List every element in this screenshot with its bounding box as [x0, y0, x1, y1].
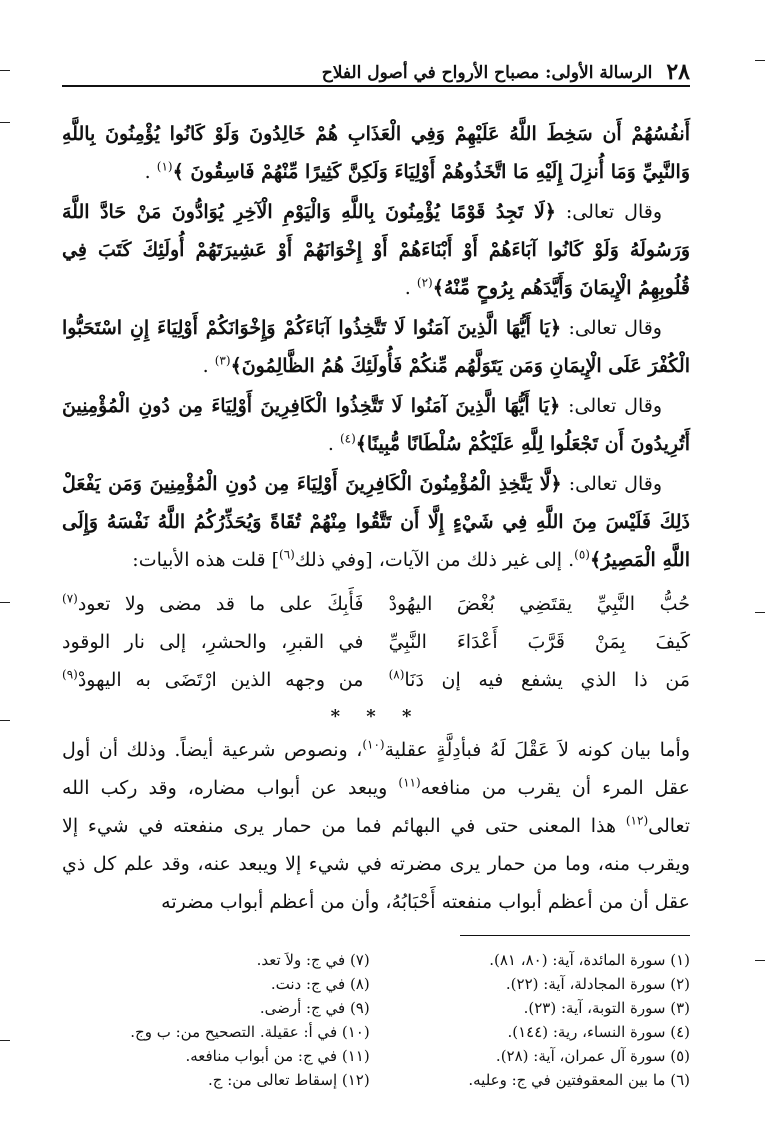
- section-divider: * * *: [330, 706, 422, 727]
- page-header: [62, 55, 690, 87]
- paragraph: [62, 387, 690, 463]
- verse-intro: وقال تعالى:: [568, 395, 662, 417]
- quran-verse: ﴿يَا أَيُّهَا الَّذِينَ آمَنُوا لَا تَتَّخِذُوا آبَاءَكُمْ وَإِخْوَانَكُمْ أَوْلِيَاءَ إِنِ اسْتَحَبُّوا الْكُفْرَ عَلَى الْإِيمَانِ وَمَن يَتَوَلَّهُم مِّنكُمْ فَأُولَئِكَ هُمُ الظَّالِمُونَ﴾: [62, 317, 690, 377]
- footnote: (١١) في ج: من أبواب منافعه.: [185, 1047, 370, 1065]
- footnote-ref: (١١): [398, 775, 421, 790]
- footnote: (٤) سورة النساء، رية: (١٤٤).: [507, 1023, 690, 1041]
- paragraph-text: ] قلت هذه الأبيات:: [132, 549, 280, 571]
- footnote-ref: (١٠): [362, 737, 385, 752]
- poem-verse: [62, 661, 690, 699]
- second-hemistich: [62, 585, 363, 623]
- page-number: ٢٨: [666, 59, 690, 85]
- margin-tick: [0, 70, 10, 71]
- margin-tick: [755, 960, 765, 961]
- footnote: (٧) في ج: ولاَ تعد.: [256, 951, 370, 969]
- margin-tick: [0, 122, 10, 123]
- verse-intro: وقال تعالى:: [568, 317, 662, 339]
- second-hemistich: [62, 661, 363, 699]
- punctuation: .: [144, 161, 151, 183]
- footnote: (١) سورة المائدة، آية: (٨٠، ٨١).: [489, 951, 690, 969]
- footnotes-left-column: [62, 948, 370, 1092]
- footnote: (٢) سورة المجادلة، آية: (٢٢).: [505, 975, 690, 993]
- first-hemistich: [389, 661, 690, 699]
- footnote-ref: (٣): [214, 353, 231, 368]
- footnote-ref: (١): [156, 159, 173, 174]
- footnote-ref: (٦): [279, 547, 295, 562]
- footnote-ref: (٧): [62, 591, 78, 606]
- paragraph-text: ، ونصوص شرعية أيضاً. وذلك أن أول عقل المرء أن يقرب من منافعه: [62, 739, 690, 799]
- quran-verse: ﴿يَا أَيُّهَا الَّذِينَ آمَنُوا لَا تَتَّخِذُوا الْكَافِرِينَ أَوْلِيَاءَ مِن دُونِ الْمُؤْمِنِينَ أَتُرِيدُونَ أَن تَجْعَلُوا لِلَّهِ عَلَيْكُمْ سُلْطَانًا مُّبِينًا﴾: [62, 395, 690, 455]
- first-hemistich: كَيفَ بِمَنْ قَرَّبَ أَعْدَاءَ النَّبِيِّ: [388, 631, 690, 653]
- first-hemistich: حُبُّ النَّبِيِّ يقتَضِي بُغْضَ اليهُودْ: [388, 593, 690, 615]
- book-page: [62, 55, 690, 1092]
- hemistich-text: من وجهه الذين ارْتَضَى به اليهودْ: [77, 669, 364, 691]
- paragraph-text: ويبعد عن أبواب مضاره، وقد ركب الله تعالى: [62, 777, 690, 837]
- footnote-ref: (٩): [62, 667, 78, 682]
- paragraph-text: . إلى غير ذلك من الآيات، [وفي ذلك: [294, 549, 575, 571]
- poem-verse: [62, 585, 690, 623]
- verse-intro: وقال تعالى:: [568, 473, 662, 495]
- footnotes-right-column: [382, 948, 690, 1092]
- margin-tick: [0, 1040, 10, 1041]
- footnote: (٨) في ج: دنت.: [270, 975, 370, 993]
- footnote: (١٢) إسقاط تعالى من: ج.: [208, 1071, 370, 1089]
- footnote-ref: (٨): [388, 667, 405, 682]
- main-text: [62, 115, 690, 921]
- footnote: (٩) في ج: أرضى.: [259, 999, 370, 1017]
- margin-tick: [755, 60, 765, 61]
- punctuation: .: [327, 433, 334, 455]
- footnote-ref: (١٢): [625, 813, 649, 828]
- paragraph: [62, 309, 690, 385]
- quran-verse: ﴿لَّا يَتَّخِذِ الْمُؤْمِنُونَ الْكَافِرِينَ أَوْلِيَاءَ مِن دُونِ الْمُؤْمِنِينَ وَمَن يَفْعَلْ ذَلِكَ فَلَيْسَ مِنَ اللَّهِ فِي شَيْءٍ إِلَّا أَن تَتَّقُوا مِنْهُمْ تُقَاةً وَيُحَذِّرُكُمُ اللَّهُ نَفْسَهُ وَإِلَى اللَّهِ الْمَصِيرُ﴾: [62, 473, 690, 571]
- margin-tick: [0, 602, 10, 603]
- quran-verse: ﴿لَا تَجِدُ قَوْمًا يُؤْمِنُونَ بِاللَّهِ وَالْيَوْمِ الْآخِرِ يُوَادُّونَ مَنْ حَادَّ اللَّهَ وَرَسُولَهُ وَلَوْ كَانُوا آبَاءَهُمْ أَوْ أَبْنَاءَهُمْ أَوْ إِخْوَانَهُمْ أَوْ عَشِيرَتَهُمْ أُولَئِكَ كَتَبَ فِي قُلُوبِهِمُ الْإِيمَانَ وَأَيَّدَهُم بِرُوحٍ مِّنْهُ﴾: [62, 201, 690, 299]
- paragraph: [62, 115, 690, 191]
- footnote-rule: [460, 935, 690, 936]
- punctuation: .: [202, 355, 209, 377]
- margin-tick: [755, 612, 765, 613]
- second-hemistich: في القبرِ، والحشرِ، إلى نار الوقود: [62, 631, 364, 653]
- footnote: (٣) سورة التوبة، آية: (٢٣).: [523, 999, 690, 1017]
- poem: [62, 585, 690, 699]
- footnote: (٦) ما بين المعقوفتين في ج: وعليه.: [468, 1071, 690, 1089]
- running-title: الرسالة الأولى: مصباح الأرواح في أصول الفلاح: [321, 63, 653, 83]
- footnote-ref: (٤): [339, 431, 356, 446]
- paragraph-text: هذا المعنى حتى في البهائم فما من حمار يرى منفعته في شيء إلا ويقرب منه، وما من حمار يرى مضرته في شيء إلا ويبعد عنه، وقد علم كل ذي عقل أن من أعظم أبواب منفعته أَحْبَابُهُ، وأن من أعظم أبواب مضرته: [62, 815, 690, 913]
- hemistich-text: مَن ذا الذي يشفع فيه إن دَنَا: [404, 669, 690, 691]
- footnote-ref: (٢): [416, 275, 433, 290]
- paragraph: [62, 731, 690, 921]
- punctuation: .: [404, 277, 411, 299]
- verse-intro: وقال تعالى:: [565, 201, 662, 223]
- footnote: (١٠) في أ: عقيلة. التصحيح من: ب وج.: [130, 1023, 370, 1041]
- quran-verse: أَنفُسُهُمْ أَن سَخِطَ اللَّهُ عَلَيْهِمْ وَفِي الْعَذَابِ هُمْ خَالِدُونَ وَلَوْ كَانُوا يُؤْمِنُونَ بِاللَّهِ وَالنَّبِيِّ وَمَا أُنزِلَ إِلَيْهِ مَا اتَّخَذُوهُمْ أَوْلِيَاءَ وَلَكِنَّ كَثِيرًا مِّنْهُمْ فَاسِقُونَ ﴾: [62, 123, 690, 183]
- footnote: (٥) سورة آل عمران، آية: (٢٨).: [495, 1047, 690, 1065]
- hemistich-text: فَأَبِكَ على ما قد مضى ولا تعود: [77, 593, 364, 615]
- footnotes: [62, 948, 690, 1092]
- paragraph: [62, 193, 690, 307]
- margin-tick: [0, 720, 10, 721]
- footnote-ref: (٥): [574, 547, 590, 562]
- poem-verse: [62, 623, 690, 661]
- paragraph-text: وأما بيان كونه لاَ عَقْلَ لَهُ فبأدِلَّةٍ عقلية: [384, 739, 690, 761]
- paragraph: [62, 465, 690, 579]
